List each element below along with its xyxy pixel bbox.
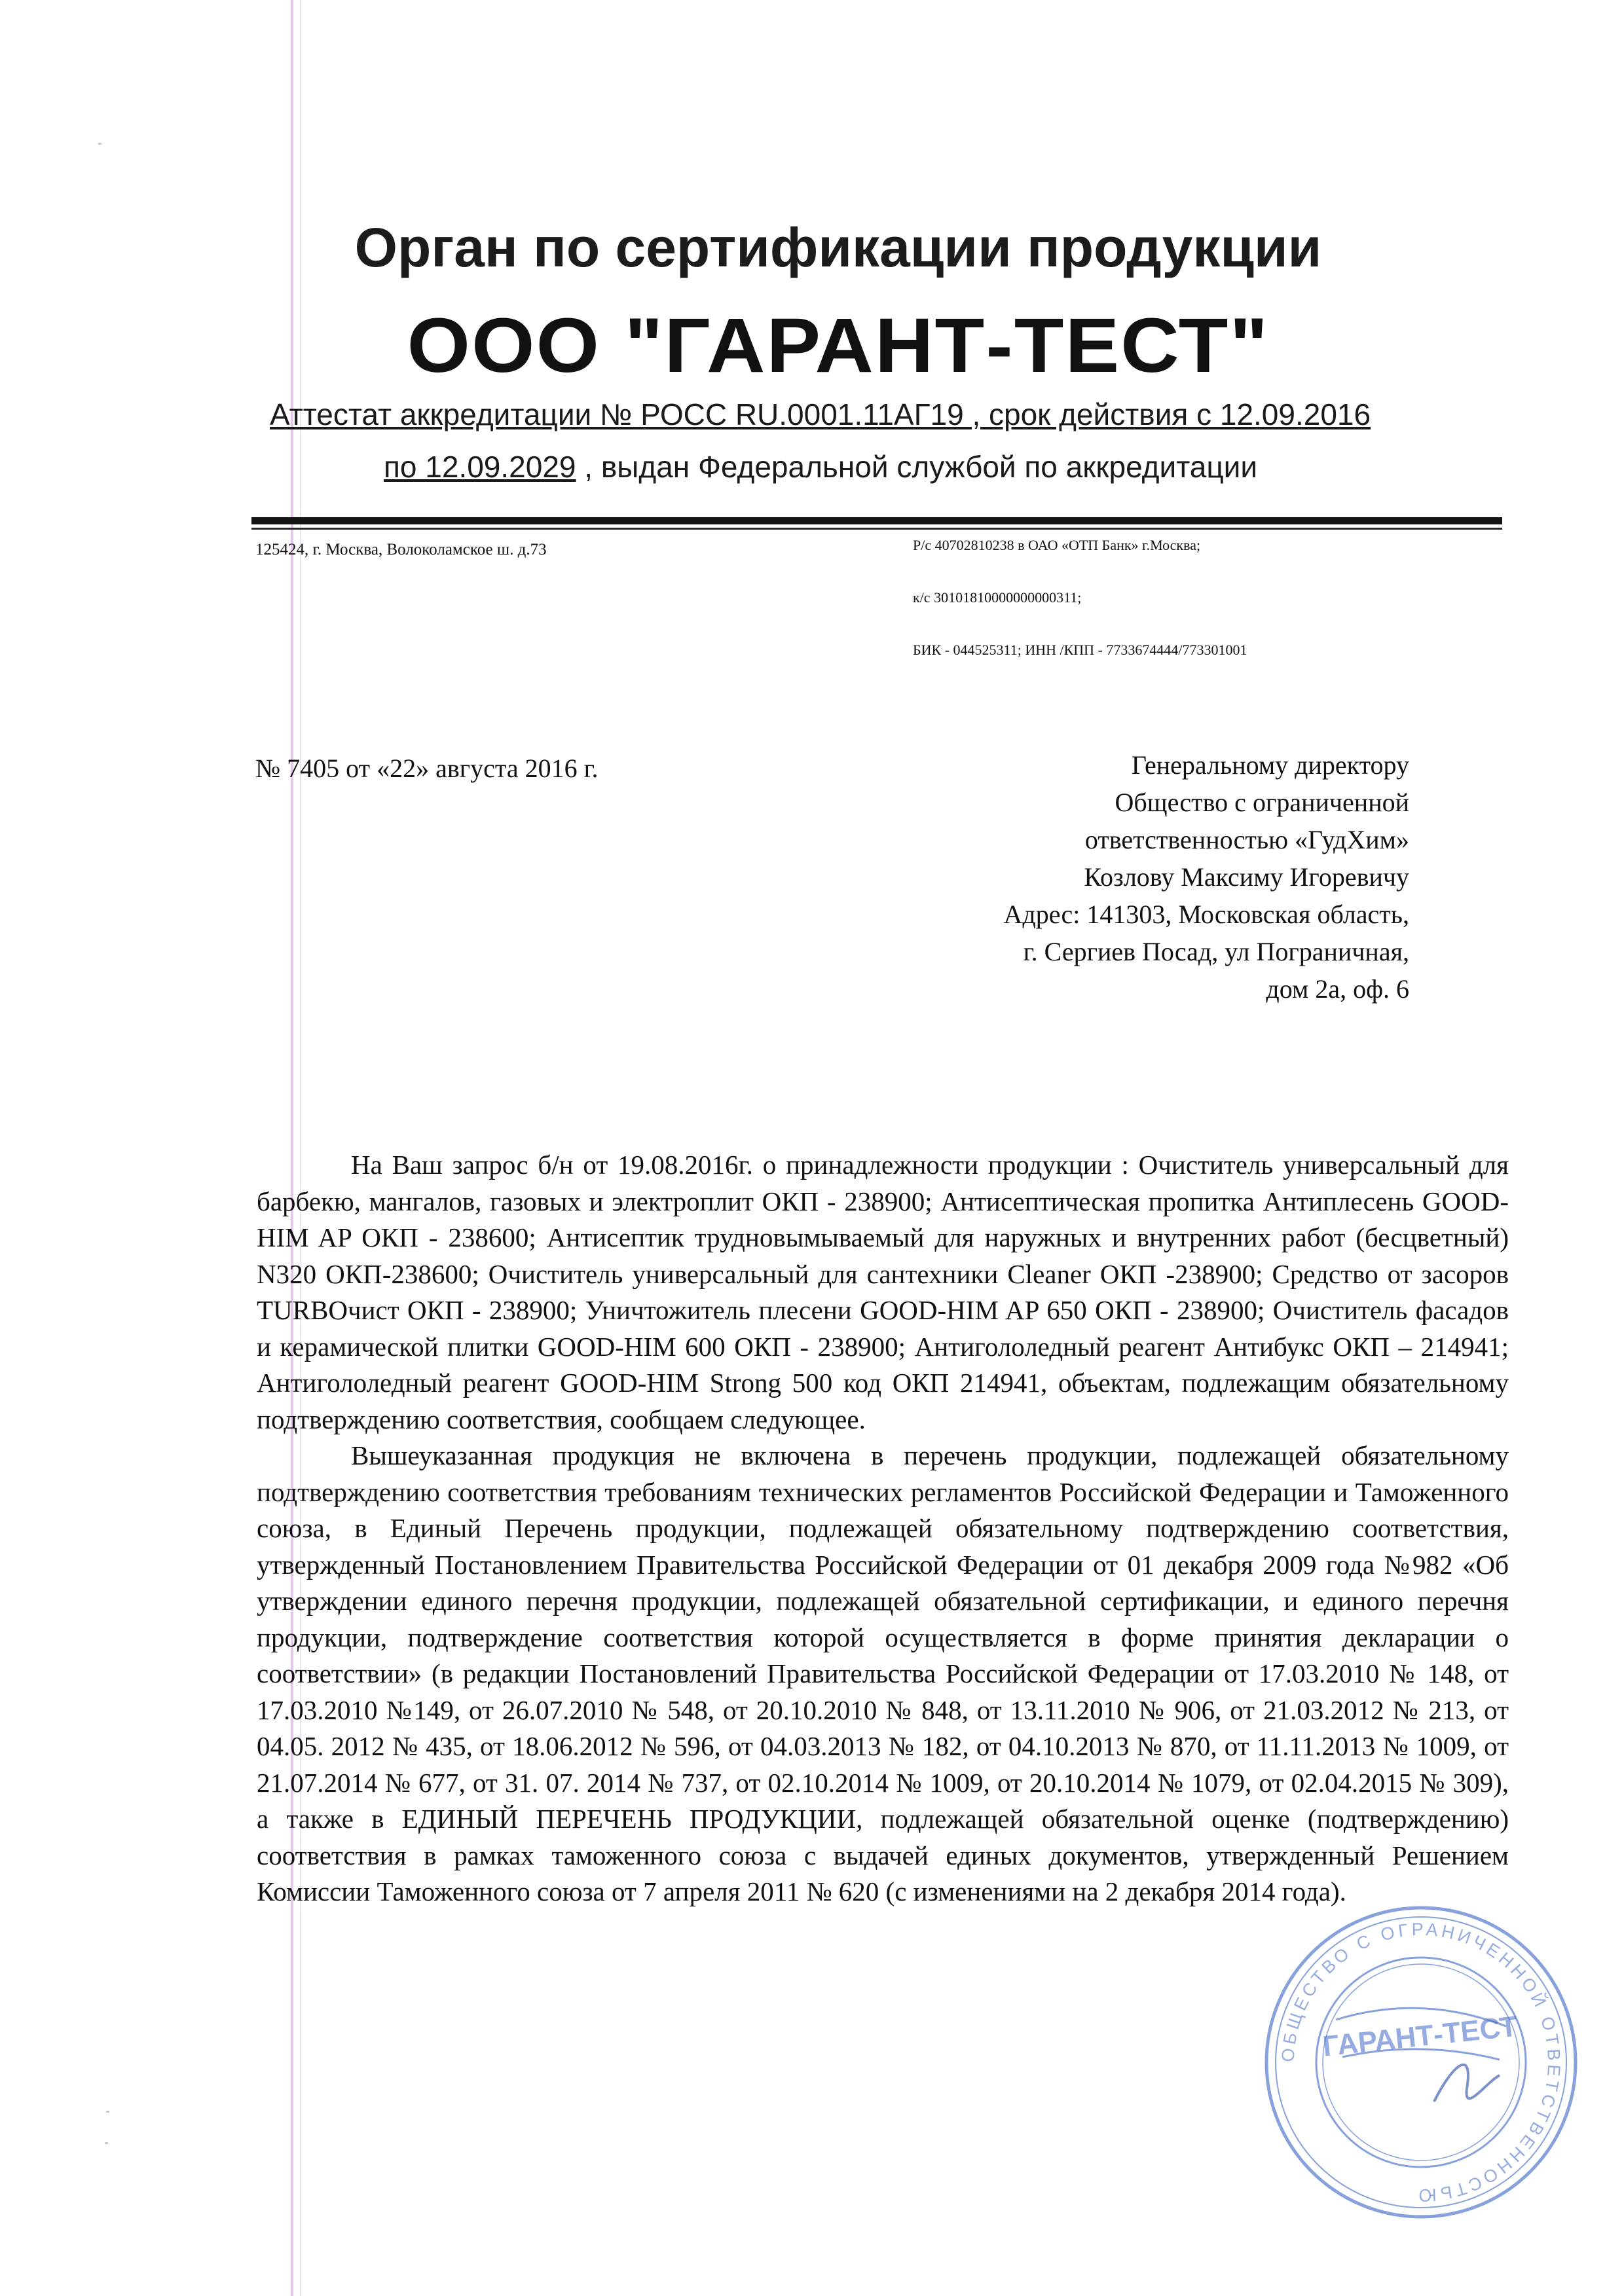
- accreditation-line-1: Аттестат аккредитации № РОСС RU.0001.11АГ19 , срок действия с 12.09.2016: [270, 397, 1371, 431]
- recipient-line: Генеральному директору: [1131, 750, 1409, 780]
- seal-center-text: ГАРАНТ-ТЕСТ: [1321, 2010, 1519, 2063]
- body-paragraph: На Ваш запрос б/н от 19.08.2016г. о принадлежности продукции : Очиститель универсальный для барбекю, мангалов, газовых и электроплит ОКП - 238900; Антисептическая пропитка Антиплесень GOOD-HIM AP ОКП - 238600; Антисептик трудновымываемый для наружных и внутренних работ (бесцветный) N320 ОКП-238600; Очиститель универсальный для сантехники Cleaner ОКП -238900; Средство от засоров TURBOчист ОКП - 238900; Уничтожитель плесени GOOD-HIM AP 650 ОКП - 238900; Очиститель фасадов и керамической плитки GOOD-HIM 600 ОКП - 238900; Антигололедный реагент Антибукс ОКП – 214941; Антигололедный реагент GOOD-HIM Strong 500 код ОКП 214941, объектам, подлежащим обязательному подтверждению соответствия, сообщаем следующее.: [257, 1150, 1509, 1434]
- letter-body: [257, 1147, 1509, 1910]
- bik-inn-kpp: БИК - 044525311; ИНН /КПП - 7733674444/773301001: [913, 642, 1247, 658]
- company-address: 125424, г. Москва, Волоколамское ш. д.73: [255, 541, 547, 558]
- recipient-line: Козлову Максиму Игоревичу: [1084, 862, 1409, 892]
- company-seal-stamp: [1238, 1886, 1604, 2226]
- svg-text:ОБЩЕСТВО С ОГРАНИЧЕННОЙ ОТВЕТС: [1278, 1920, 1564, 2206]
- recipient-line: г. Сергиев Посад, ул Пограничная,: [1023, 937, 1409, 966]
- recipient-block: [851, 746, 1409, 1008]
- accreditation-line-2: [384, 449, 1257, 484]
- scan-speck: [105, 2142, 108, 2144]
- header-rule: [251, 517, 1502, 524]
- bank-account: Р/с 40702810238 в ОАО «ОТП Банк» г.Москва;: [913, 537, 1201, 553]
- body-paragraph: Вышеуказанная продукция не включена в перечень продукции, подлежащей обязательному подтверждению соответствия требованиям технических регламентов Российской Федерации и Таможенного союза, в Единый Перечень продукции, подлежащей обязательному подтверждению соответствия, утвержденный Постановлением Правительства Российской Федерации от 01 декабря 2009 года №982 «Об утверждении единого перечня продукции, подлежащей обязательной сертификации, и единого перечня продукции, подтверждение соответствия которой осуществляется в форме принятия декларации о соответствии» (в редакции Постановлений Правительства Российской Федерации от 17.03.2010 № 148, от 17.03.2010 №149, от 26.07.2010 № 548, от 20.10.2010 № 848, от 13.11.2010 № 906, от 21.03.2012 № 213, от 04.05. 2012 № 435, от 18.06.2012 № 596, от 04.03.2013 № 182, от 04.10.2013 № 870, от 11.11.2013 № 1009, от 21.07.2014 № 677, от 31. 07. 2014 № 737, от 02.10.2014 № 1009, от 20.10.2014 № 1079, от 02.04.2015 № 309), а также в ЕДИНЫЙ ПЕРЕЧЕНЬ ПРОДУКЦИИ, подлежащей обязательной оценке (подтверждению) соответствия в рамках таможенного союза с выдачей единых документов, утвержденный Решением Комиссии Таможенного союза от 7 апреля 2011 № 620 (с изменениями на 2 декабря 2014 года).: [257, 1440, 1509, 1906]
- org-title: Орган по сертификации продукции: [354, 217, 1322, 278]
- scan-speck: [106, 2111, 109, 2113]
- scan-speck: [98, 143, 101, 145]
- outgoing-reference: № 7405 от «22» августа 2016 г.: [255, 754, 599, 783]
- seal-ring-text: ОБЩЕСТВО С ОГРАНИЧЕННОЙ ОТВЕТСТВЕННОСТЬЮ: [1278, 1919, 1564, 2206]
- recipient-line: Адрес: 141303, Московская область,: [1003, 900, 1409, 929]
- correspondent-account: к/с 30101810000000000311;: [913, 589, 1082, 606]
- recipient-line: ответственностью «ГудХим»: [1084, 825, 1409, 854]
- accreditation-issuer: , выдан Федеральной службой по аккредитации: [576, 450, 1258, 484]
- recipient-line: дом 2а, оф. 6: [1266, 974, 1409, 1004]
- recipient-line: Общество с ограниченной: [1115, 788, 1409, 817]
- accreditation-validity-end: по 12.09.2029: [384, 450, 576, 484]
- company-name: ООО "ГАРАНТ-ТЕСТ": [407, 302, 1270, 389]
- header-rule-thin: [251, 528, 1502, 530]
